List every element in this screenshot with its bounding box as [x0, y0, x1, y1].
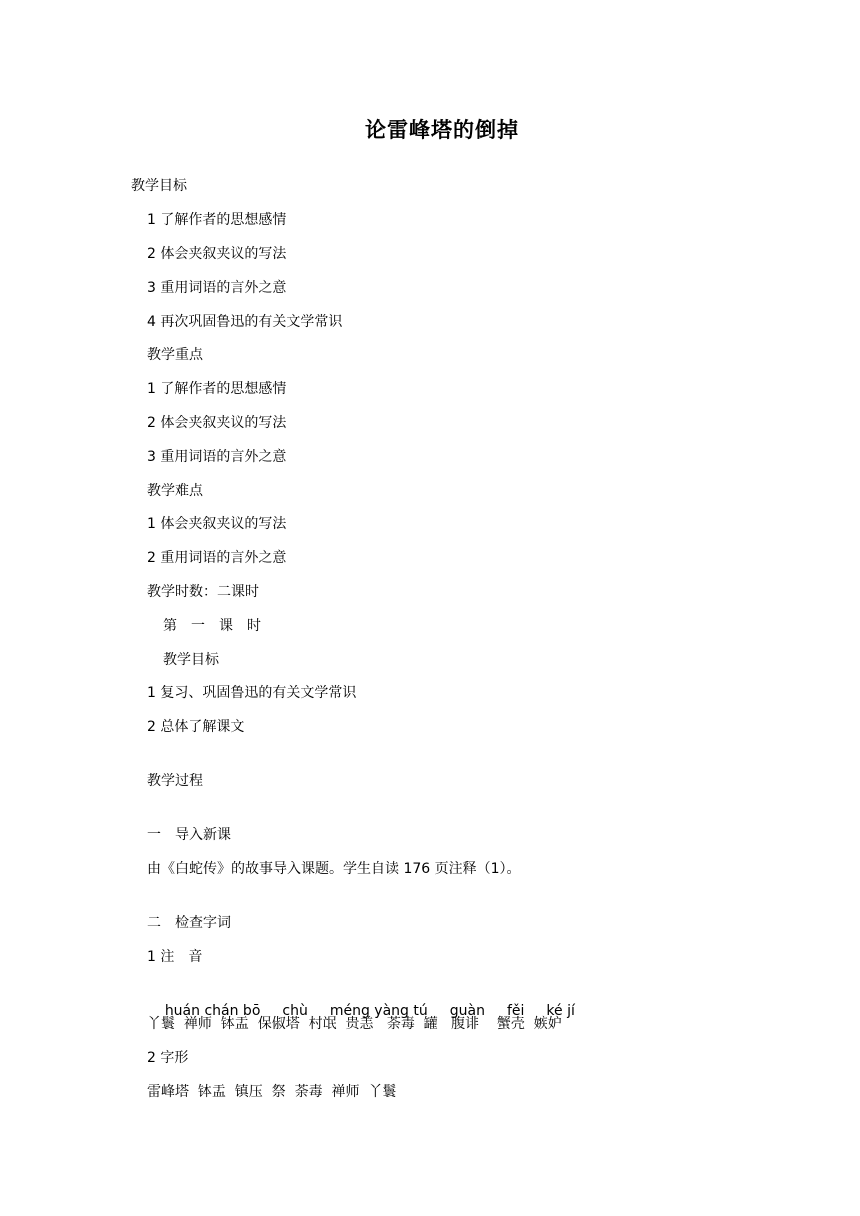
difficulty-item-1: 1 体会夹叙夹议的写法 [147, 516, 287, 532]
section-heading-teaching-goals: 教学目标 [131, 178, 187, 194]
section-heading-key-points: 教学重点 [147, 347, 203, 363]
vocabulary-words-line: 丫鬟 禅师 钵盂 保俶塔 村氓 贵恙 荼毒 罐 腹诽 蟹壳 嫉妒 [147, 1016, 562, 1032]
pinyin-item: guàn [449, 1003, 485, 1019]
character-form-words: 雷峰塔 钵盂 镇压 祭 荼毒 禅师 丫鬟 [147, 1084, 397, 1100]
pinyin-item: fěi [506, 1003, 525, 1019]
pinyin-item: chù [282, 1003, 308, 1019]
lesson-goal-item-2: 2 总体了解课文 [147, 719, 245, 735]
section-heading-difficulties: 教学难点 [147, 483, 203, 499]
pinyin-item: méng yàng tú [329, 1003, 428, 1019]
document-title: 论雷峰塔的倒掉 [365, 118, 519, 142]
pinyin-item: huán chán bō [164, 1003, 261, 1019]
goal-item-4: 4 再次巩固鲁迅的有关文学常识 [147, 314, 343, 330]
difficulty-item-2: 2 重用词语的言外之意 [147, 550, 287, 566]
key-point-item-1: 1 了解作者的思想感情 [147, 381, 287, 397]
key-point-item-3: 3 重用词语的言外之意 [147, 449, 287, 465]
lesson-goal-item-1: 1 复习、巩固鲁迅的有关文学常识 [147, 685, 357, 701]
key-point-item-2: 2 体会夹叙夹议的写法 [147, 415, 287, 431]
pinyin-item: ké jí [546, 1003, 575, 1019]
teaching-hours: 教学时数：二课时 [147, 584, 259, 600]
section-heading-process: 教学过程 [147, 773, 203, 789]
step-heading-vocabulary: 二 检查字词 [147, 915, 231, 931]
goal-item-1: 1 了解作者的思想感情 [147, 212, 287, 228]
lesson-goals-heading: 教学目标 [163, 652, 219, 668]
goal-item-2: 2 体会夹叙夹议的写法 [147, 246, 287, 262]
pronunciation-heading: 1 注 音 [147, 949, 203, 965]
step-heading-intro: 一 导入新课 [147, 827, 231, 843]
goal-item-3: 3 重用词语的言外之意 [147, 280, 287, 296]
lesson-heading: 第 一 课 时 [163, 618, 261, 634]
step-intro-text: 由《白蛇传》的故事导入课题。学生自读 176 页注释（1）。 [147, 861, 521, 877]
character-form-heading: 2 字形 [147, 1050, 189, 1066]
